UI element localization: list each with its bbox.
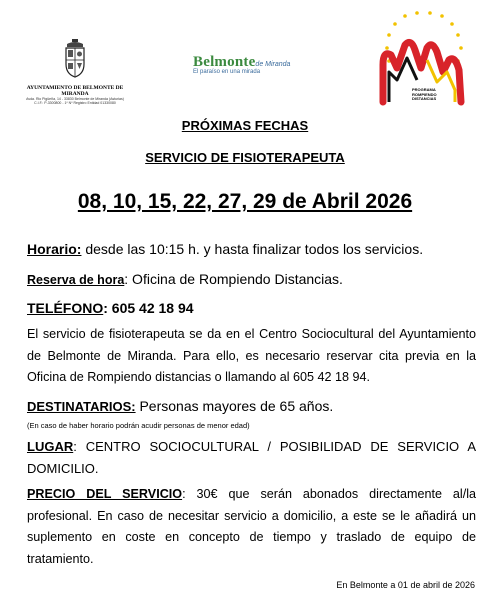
lugar-paragraph xyxy=(27,436,476,479)
rd-line1: PROGRAMA xyxy=(412,87,436,92)
lugar-label: LUGAR xyxy=(27,439,74,454)
coat-of-arms-icon xyxy=(63,38,87,78)
belmonte-name: Belmonte xyxy=(193,54,256,70)
reserva-line xyxy=(27,271,477,287)
telefono-label: TELÉFONO xyxy=(27,300,104,316)
destinatarios-line xyxy=(27,398,477,414)
destinatarios-label: DESTINATARIOS: xyxy=(27,399,136,414)
heading-servicio: SERVICIO DE FISIOTERAPEUTA xyxy=(145,150,345,165)
rompiendo-distancias-logo xyxy=(377,10,469,110)
dates-title: 08, 10, 15, 22, 27, 29 de Abril 2026 xyxy=(77,190,413,213)
rd-line2: ROMPIENDO xyxy=(412,91,437,97)
reserva-text: : Oficina de Rompiendo Distancias. xyxy=(124,271,343,287)
ayuntamiento-name: AYUNTAMIENTO DE BELMONTE DE MIRANDA xyxy=(26,85,124,97)
horario-label: Horario: xyxy=(27,241,82,257)
telefono-text: : 605 42 18 94 xyxy=(103,300,194,316)
heading-proximas-fechas: PRÓXIMAS FECHAS xyxy=(181,118,309,133)
belmonte-suffix: de Miranda xyxy=(255,61,291,68)
ayuntamiento-address: Avda. Rio Pigüeña, 14 - 33830 Belmonte de Miranda (Asturias) xyxy=(26,97,124,101)
horario-text: desde las 10:15 h. y hasta finalizar todos los servicios. xyxy=(81,241,424,257)
belmonte-tagline: El paraíso en una mirada xyxy=(193,69,261,75)
horario-line xyxy=(27,241,477,257)
rompiendo-distancias-text xyxy=(412,88,437,102)
lugar-text: : CENTRO SOCIOCULTURAL / POSIBILIDAD DE SERVICIO A DOMICILIO. xyxy=(27,439,476,476)
precio-text: : 30€ que serán abonados directamente al/la profesional. En caso de necesitar servicio a domicilio, a este se le añadirá un suplemento en coste en concepto de tiempo y traslado de equipo de tratamiento. xyxy=(27,487,477,566)
ayuntamiento-logo xyxy=(20,38,130,105)
date-signature: En Belmonte a 01 de abril de 2026 xyxy=(336,580,475,590)
precio-paragraph xyxy=(27,484,476,570)
telefono-line xyxy=(27,300,477,316)
destinatarios-text: Personas mayores de 65 años. xyxy=(135,398,334,414)
age-note: (En caso de haber horario podrán acudir personas de menor edad) xyxy=(27,421,250,430)
belmonte-logo xyxy=(193,53,303,75)
rd-line3: DISTANCIAS xyxy=(412,96,437,101)
ayuntamiento-cif: C.I.F.: P-3300800 - 1º Nº Registro Entidad 01330080 xyxy=(34,101,116,105)
reserva-label: Reserva de hora xyxy=(27,273,125,287)
header-logos xyxy=(0,0,490,115)
intro-paragraph: El servicio de fisioterapeuta se da en el Centro Sociocultural del Ayuntamiento de Belmonte de Miranda. Para ello, es necesario reservar cita previa en la Oficina de Rompiendo distancias o llamando al 605 42 18 94. xyxy=(27,327,476,384)
precio-label: PRECIO DEL SERVICIO xyxy=(27,487,183,501)
